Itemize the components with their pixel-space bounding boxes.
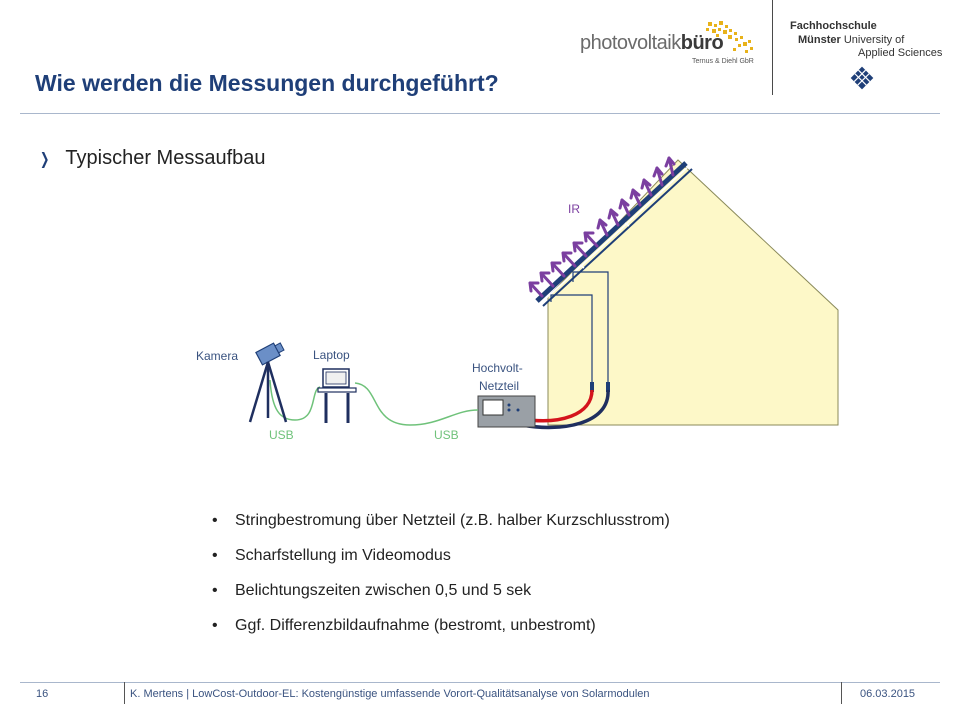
netzteil-label-line2: Netzteil bbox=[479, 379, 520, 393]
footer-separator-right bbox=[841, 682, 842, 704]
netzteil-label-line1: Hochvolt- bbox=[472, 361, 523, 375]
page-number: 16 bbox=[36, 688, 49, 700]
usb-label-left: USB bbox=[269, 428, 294, 442]
logo-pv-subtitle: Ternus & Diehl GbR bbox=[692, 58, 754, 65]
footer-rule bbox=[20, 682, 940, 683]
laptop-label: Laptop bbox=[313, 348, 350, 362]
page-title: Wie werden die Messungen durchgeführt? bbox=[35, 70, 499, 96]
logo-pv-wordmark: photovoltaikbüro bbox=[580, 32, 724, 54]
bullet-list bbox=[210, 512, 670, 652]
logo-fh-line3: Applied Sciences bbox=[858, 47, 943, 59]
logo-fh-line2: Münster University of bbox=[798, 34, 905, 46]
bullet-item-2: • Scharfstellung im Videomodus bbox=[210, 547, 670, 582]
subheading: ❯ Typischer Messaufbau bbox=[40, 147, 266, 169]
chevron-right-icon: ❯ bbox=[40, 151, 50, 168]
camera-icon bbox=[250, 340, 286, 422]
power-supply bbox=[478, 396, 535, 427]
bullet-item-3: • Belichtungszeiten zwischen 0,5 und 5 sek bbox=[210, 582, 670, 617]
usb-cable-camera-laptop bbox=[270, 380, 320, 420]
ir-label: IR bbox=[568, 202, 580, 216]
logo-fh-line1: Fachhochschule bbox=[790, 20, 877, 32]
usb-cable-laptop-netzteil bbox=[355, 383, 478, 425]
footer-date: 06.03.2015 bbox=[860, 688, 916, 700]
footer-author-topic: K. Mertens | LowCost-Outdoor-EL: Kostengünstige umfassende Vorort-Qualitätsanalyse von Solarmodulen bbox=[130, 688, 650, 700]
usb-label-right: USB bbox=[434, 428, 459, 442]
laptop-icon bbox=[318, 369, 356, 423]
bullet-item-1: • Stringbestromung über Netzteil (z.B. halber Kurzschlusstrom) bbox=[210, 512, 670, 547]
kamera-label: Kamera bbox=[196, 349, 239, 363]
footer-separator-left bbox=[124, 682, 125, 704]
bullet-item-4: • Ggf. Differenzbildaufnahme (bestromt, unbestromt) bbox=[210, 617, 670, 652]
